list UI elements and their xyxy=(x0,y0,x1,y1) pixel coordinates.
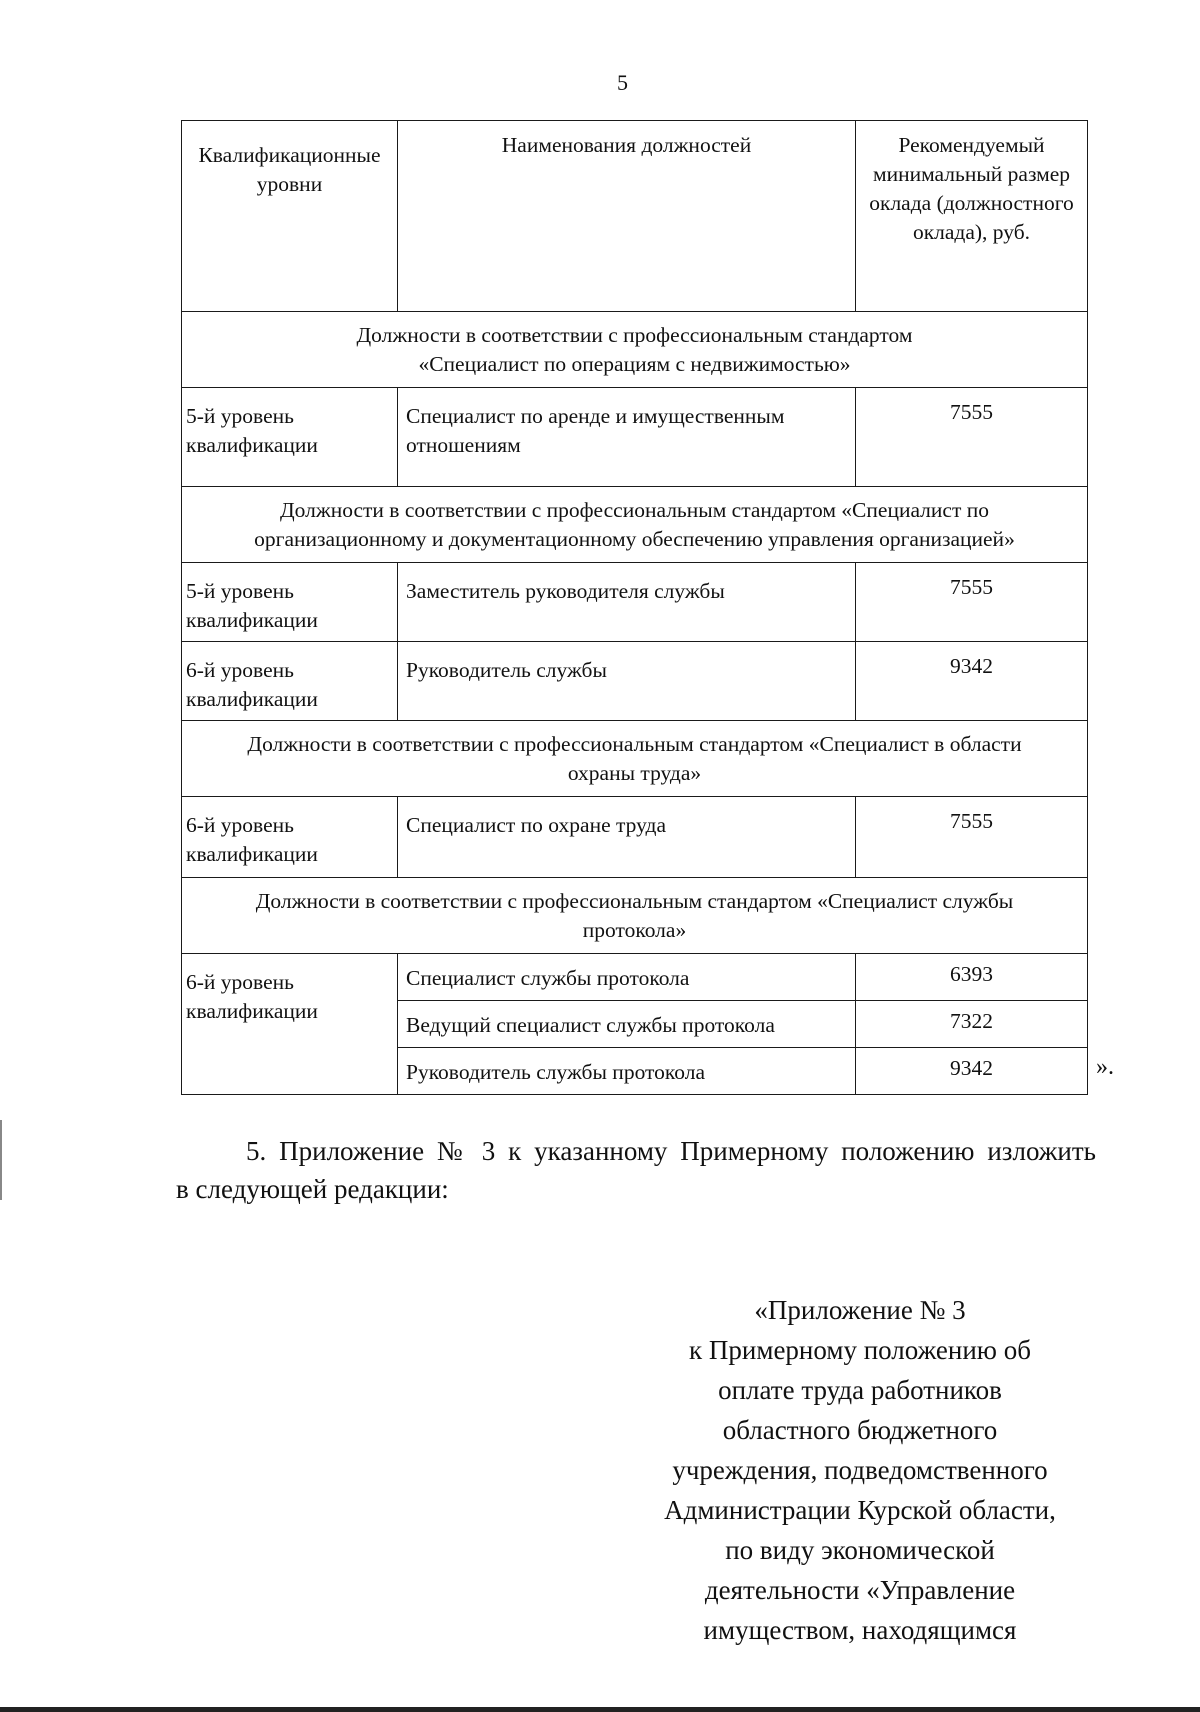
section-row xyxy=(182,721,1088,797)
section-title: Должности в соответствии с профессиональным стандартом «Специалист в области охраны труда» xyxy=(182,721,1088,797)
qualification-level: 6-й уровень квалификации xyxy=(182,797,398,878)
salary-value: 7322 xyxy=(856,1001,1088,1048)
scan-edge-mark xyxy=(0,1120,2,1200)
scan-bottom-edge xyxy=(0,1707,1200,1712)
table-row xyxy=(182,388,1088,487)
position-name: Специалист по охране труда xyxy=(398,797,856,878)
salary-value: 9342 xyxy=(856,642,1088,721)
position-name: Специалист по аренде и имущественным отношениям xyxy=(398,388,856,487)
qualification-level: 6-й уровень квалификации xyxy=(182,642,398,721)
section-title: Должности в соответствии с профессиональным стандартом «Специалист по операциям с недвижимостью» xyxy=(182,312,1088,388)
header-salary: Рекомендуемый минимальный размер оклада (должностного оклада), руб. xyxy=(856,121,1088,312)
closing-quote: ». xyxy=(1096,1054,1114,1080)
table-row xyxy=(182,563,1088,642)
paragraph-line: 5. Приложение № 3 к указанному Примерному положению изложить xyxy=(246,1136,1096,1166)
salary-value: 7555 xyxy=(856,388,1088,487)
paragraph-line: в следующей редакции: xyxy=(176,1174,449,1204)
qualification-level: 5-й уровень квалификации xyxy=(182,388,398,487)
page-number: 5 xyxy=(617,70,628,95)
position-name: Ведущий специалист службы протокола xyxy=(398,1001,856,1048)
appendix-line: к Примерному положению об xyxy=(689,1335,1031,1365)
position-name: Руководитель службы xyxy=(398,642,856,721)
position-name: Руководитель службы протокола xyxy=(398,1048,856,1095)
appendix-line: деятельности «Управление xyxy=(704,1575,1016,1605)
appendix-line: по виду экономической xyxy=(725,1535,995,1565)
header-level: Квалификационные уровни xyxy=(182,121,398,312)
section-row xyxy=(182,487,1088,563)
salary-table xyxy=(181,120,1088,1095)
qualification-level: 5-й уровень квалификации xyxy=(182,563,398,642)
appendix-line: «Приложение № 3 xyxy=(754,1295,966,1325)
header-name: Наименования должностей xyxy=(398,121,856,312)
position-name: Специалист службы протокола xyxy=(398,954,856,1001)
appendix-line: Администрации Курской области, xyxy=(664,1495,1056,1525)
table-row xyxy=(182,797,1088,878)
table-row xyxy=(182,642,1088,721)
salary-value: 9342 xyxy=(856,1048,1088,1095)
table-row xyxy=(182,954,1088,1001)
salary-value: 6393 xyxy=(856,954,1088,1001)
position-name: Заместитель руководителя службы xyxy=(398,563,856,642)
salary-value: 7555 xyxy=(856,797,1088,878)
appendix-line: имуществом, находящимся xyxy=(703,1615,1017,1645)
body-paragraph xyxy=(176,1132,1096,1208)
section-title: Должности в соответствии с профессиональным стандартом «Специалист по организационному и документационному обеспечению управления организацией» xyxy=(182,487,1088,563)
section-row xyxy=(182,878,1088,954)
section-row xyxy=(182,312,1088,388)
section-title: Должности в соответствии с профессиональным стандартом «Специалист службы протокола» xyxy=(182,878,1088,954)
appendix-line: областного бюджетного xyxy=(722,1415,998,1445)
appendix-line: оплате труда работников xyxy=(718,1375,1002,1405)
table-header-row xyxy=(182,121,1088,312)
qualification-level: 6-й уровень квалификации xyxy=(182,954,398,1095)
appendix-heading xyxy=(640,1290,1080,1650)
salary-value: 7555 xyxy=(856,563,1088,642)
appendix-line: учреждения, подведомственного xyxy=(672,1455,1048,1485)
